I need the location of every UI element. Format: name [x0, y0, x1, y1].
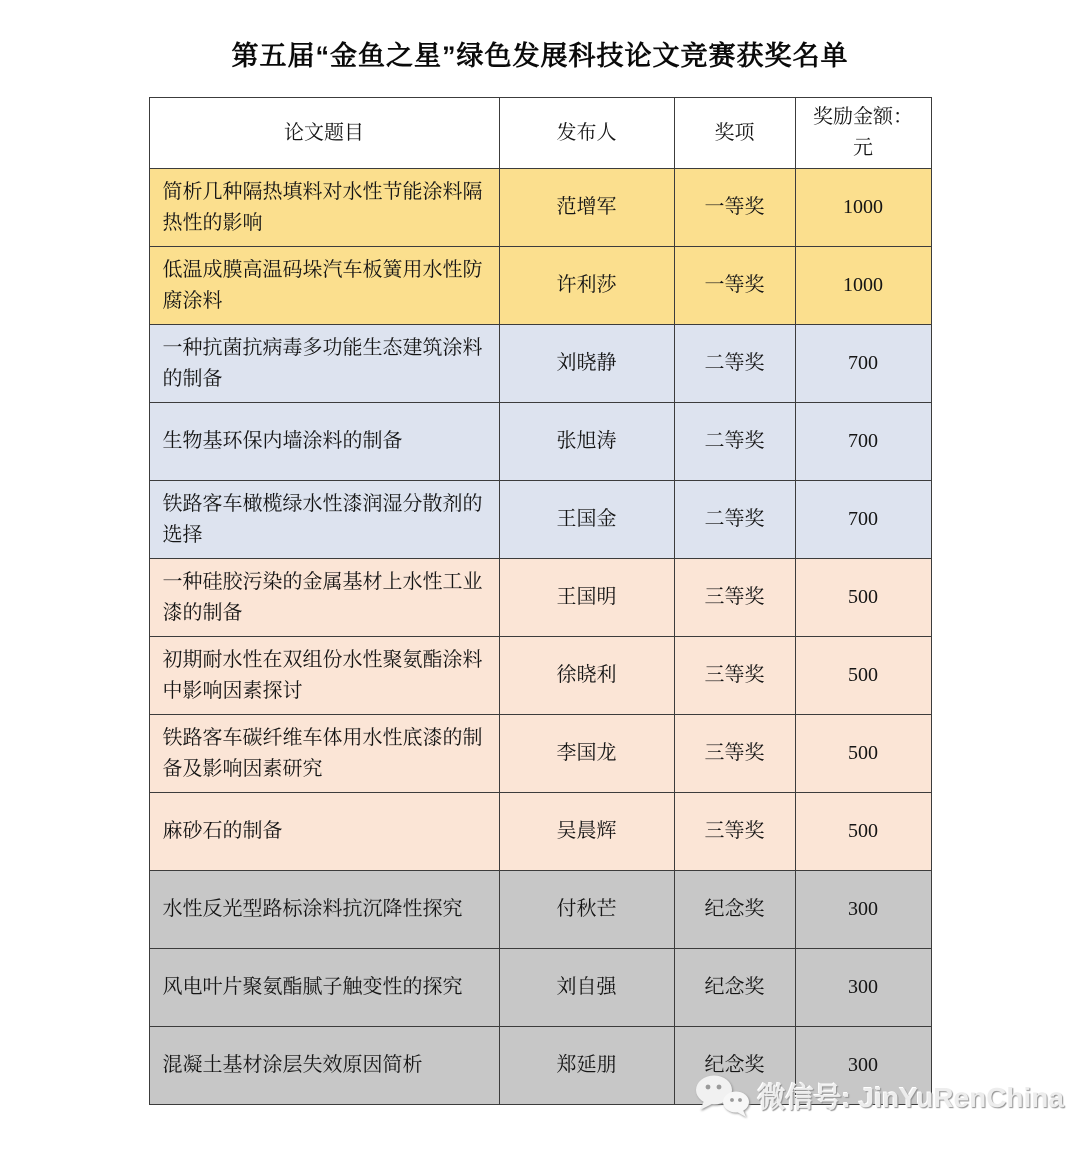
award-table — [149, 97, 932, 1105]
table-row — [149, 1027, 931, 1105]
paper-title-cell: 初期耐水性在双组份水性聚氨酯涂料中影响因素探讨 — [149, 637, 499, 715]
amount-cell: 700 — [795, 325, 931, 403]
page-title: 第五届“金鱼之星”绿色发展科技论文竞赛获奖名单 — [231, 41, 849, 71]
amount-cell: 700 — [795, 403, 931, 481]
amount-cell: 500 — [795, 793, 931, 871]
table-row — [149, 949, 931, 1027]
amount-cell: 1000 — [795, 247, 931, 325]
header-paper-title: 论文题目 — [149, 98, 499, 169]
amount-cell: 700 — [795, 481, 931, 559]
paper-title-cell: 麻砂石的制备 — [149, 793, 499, 871]
author-cell: 李国龙 — [499, 715, 674, 793]
header-author: 发布人 — [499, 98, 674, 169]
header-amount: 奖励金额：元 — [795, 98, 931, 169]
paper-title-cell: 铁路客车碳纤维车体用水性底漆的制备及影响因素研究 — [149, 715, 499, 793]
author-cell: 吴晨辉 — [499, 793, 674, 871]
paper-title-cell: 一种抗菌抗病毒多功能生态建筑涂料的制备 — [149, 325, 499, 403]
author-cell: 郑延朋 — [499, 1027, 674, 1105]
prize-cell: 纪念奖 — [674, 1027, 795, 1105]
table-row — [149, 481, 931, 559]
author-cell: 刘自强 — [499, 949, 674, 1027]
header-prize: 奖项 — [674, 98, 795, 169]
prize-cell: 二等奖 — [674, 403, 795, 481]
author-cell: 徐晓利 — [499, 637, 674, 715]
author-cell: 王国金 — [499, 481, 674, 559]
amount-cell: 500 — [795, 637, 931, 715]
author-cell: 付秋芒 — [499, 871, 674, 949]
prize-cell: 纪念奖 — [674, 871, 795, 949]
table-row — [149, 169, 931, 247]
amount-cell: 500 — [795, 559, 931, 637]
prize-cell: 纪念奖 — [674, 949, 795, 1027]
amount-cell: 500 — [795, 715, 931, 793]
author-cell: 范增军 — [499, 169, 674, 247]
table-row — [149, 403, 931, 481]
prize-cell: 一等奖 — [674, 169, 795, 247]
paper-title-cell: 水性反光型路标涂料抗沉降性探究 — [149, 871, 499, 949]
prize-cell: 三等奖 — [674, 793, 795, 871]
paper-title-cell: 一种硅胶污染的金属基材上水性工业漆的制备 — [149, 559, 499, 637]
author-cell: 王国明 — [499, 559, 674, 637]
author-cell: 刘晓静 — [499, 325, 674, 403]
amount-cell: 300 — [795, 949, 931, 1027]
table-row — [149, 793, 931, 871]
watermark-label: 微信号: JinYuRenChina — [757, 1082, 1064, 1113]
table-header-row — [149, 98, 931, 169]
amount-cell: 300 — [795, 1027, 931, 1105]
prize-cell: 三等奖 — [674, 715, 795, 793]
paper-title-cell: 混凝土基材涂层失效原因简析 — [149, 1027, 499, 1105]
table-row — [149, 871, 931, 949]
paper-title-cell: 生物基环保内墙涂料的制备 — [149, 403, 499, 481]
prize-cell: 二等奖 — [674, 325, 795, 403]
paper-title-cell: 铁路客车橄榄绿水性漆润湿分散剂的选择 — [149, 481, 499, 559]
paper-title-cell: 简析几种隔热填料对水性节能涂料隔热性的影响 — [149, 169, 499, 247]
paper-title-cell: 风电叶片聚氨酯腻子触变性的探究 — [149, 949, 499, 1027]
author-cell: 张旭涛 — [499, 403, 674, 481]
table-row — [149, 559, 931, 637]
prize-cell: 一等奖 — [674, 247, 795, 325]
amount-cell: 1000 — [795, 169, 931, 247]
prize-cell: 三等奖 — [674, 637, 795, 715]
author-cell: 许利莎 — [499, 247, 674, 325]
table-row — [149, 325, 931, 403]
prize-cell: 二等奖 — [674, 481, 795, 559]
table-row — [149, 637, 931, 715]
prize-cell: 三等奖 — [674, 559, 795, 637]
paper-title-cell: 低温成膜高温码垛汽车板簧用水性防腐涂料 — [149, 247, 499, 325]
amount-cell: 300 — [795, 871, 931, 949]
table-row — [149, 715, 931, 793]
table-row — [149, 247, 931, 325]
